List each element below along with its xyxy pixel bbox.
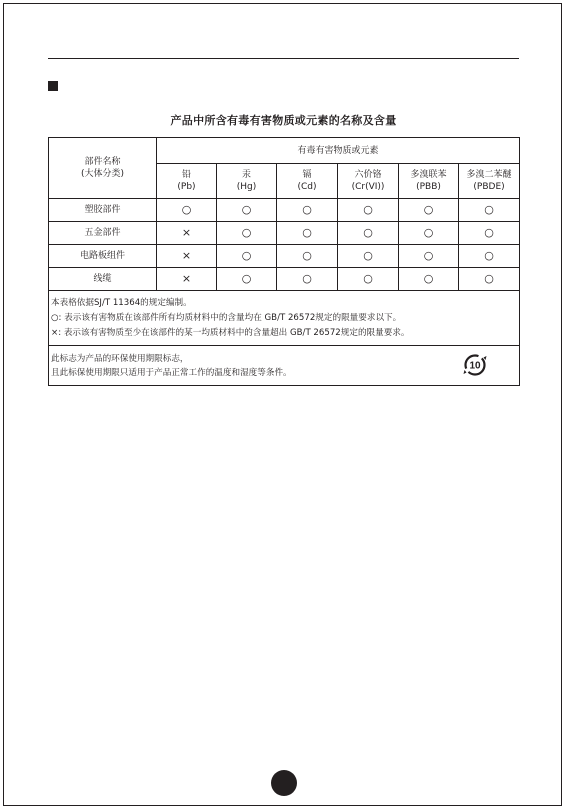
- substance-header-pbde: [459, 164, 520, 199]
- substance-mark: ○: [399, 199, 459, 222]
- substance-header-cd: [277, 164, 338, 199]
- substance-mark: ○: [217, 268, 277, 291]
- substance-mark: ○: [399, 222, 459, 245]
- substance-symbol: (PBDE): [473, 182, 505, 193]
- page-number-dot: [271, 770, 297, 796]
- substance-mark: ○: [338, 245, 399, 268]
- substance-name: 汞: [241, 170, 251, 181]
- part-name-header-line2: (大体分类): [80, 169, 125, 179]
- substance-mark: ○: [217, 245, 277, 268]
- efup-line2: 且此标保使用期限只适用于产品正常工作的温度和湿度等条件。: [51, 367, 292, 378]
- substance-mark: ×: [157, 222, 217, 245]
- substance-name: 镉: [302, 170, 312, 181]
- substance-mark: ○: [459, 268, 520, 291]
- substance-mark: ○: [277, 245, 338, 268]
- square-bullet-icon: [48, 81, 58, 91]
- table-row: [49, 245, 520, 268]
- substance-name: 多溴联苯: [410, 170, 447, 181]
- hazardous-substances-table: [48, 137, 520, 386]
- table-notes: [49, 291, 520, 346]
- part-name-cell: 线缆: [49, 268, 157, 291]
- efup-10-icon: [461, 352, 489, 378]
- substance-symbol: (Cr(VI)): [351, 182, 385, 193]
- substance-mark: ○: [459, 199, 520, 222]
- substance-name: 铅: [181, 170, 191, 181]
- substance-mark: ○: [459, 245, 520, 268]
- part-name-header: [49, 138, 157, 199]
- header-rule: [48, 58, 519, 59]
- part-name-header-line1: 部件名称: [84, 157, 121, 167]
- substance-mark: ○: [399, 245, 459, 268]
- substance-mark: ○: [217, 199, 277, 222]
- substance-name: 六价铬: [354, 170, 382, 181]
- substance-symbol: (Cd): [297, 182, 317, 193]
- substance-mark: ○: [217, 222, 277, 245]
- substance-mark: ○: [338, 222, 399, 245]
- substance-mark: ○: [157, 199, 217, 222]
- efup-line1: 此标志为产品的环保使用期限标志，: [51, 353, 189, 364]
- table-row: [49, 199, 520, 222]
- table-row: [49, 268, 520, 291]
- part-name-cell: 五金部件: [49, 222, 157, 245]
- efup-notes: [49, 346, 520, 386]
- substance-header-pbb: [399, 164, 459, 199]
- substance-mark: ○: [277, 268, 338, 291]
- substance-mark: ○: [338, 268, 399, 291]
- substance-mark: ○: [277, 222, 338, 245]
- note-circle-meaning: ○: 表示该有害物质在该部件所有均质材料中的含量均在 GB/T 26572规定的限量要求以下。: [51, 313, 402, 323]
- note-cross-meaning: ×: 表示该有害物质至少在该部件的某一均质材料中的含量超出 GB/T 26572规定的限量要求。: [51, 328, 410, 338]
- table-row: [49, 222, 520, 245]
- substance-mark: ×: [157, 268, 217, 291]
- substance-mark: ○: [459, 222, 520, 245]
- substance-header-hg: [217, 164, 277, 199]
- part-name-cell: 电路板组件: [49, 245, 157, 268]
- substance-header-cr6: [338, 164, 399, 199]
- table-title: 产品中所含有毒有害物质或元素的名称及含量: [170, 114, 397, 127]
- substance-name: 多溴二苯醚: [466, 170, 512, 181]
- substance-symbol: (PBB): [416, 182, 441, 193]
- substance-mark: ○: [277, 199, 338, 222]
- substance-mark: ×: [157, 245, 217, 268]
- substance-header-pb: [157, 164, 217, 199]
- efup-logo-number: 10: [469, 360, 481, 372]
- substance-mark: ○: [338, 199, 399, 222]
- substances-group-header: 有毒有害物质或元素: [157, 138, 520, 164]
- substance-symbol: (Hg): [236, 182, 257, 193]
- note-standard: 本表格依据SJ/T 11364的规定编制。: [51, 298, 192, 308]
- substance-symbol: (Pb): [177, 182, 196, 193]
- part-name-cell: 塑胶部件: [49, 199, 157, 222]
- substance-mark: ○: [399, 268, 459, 291]
